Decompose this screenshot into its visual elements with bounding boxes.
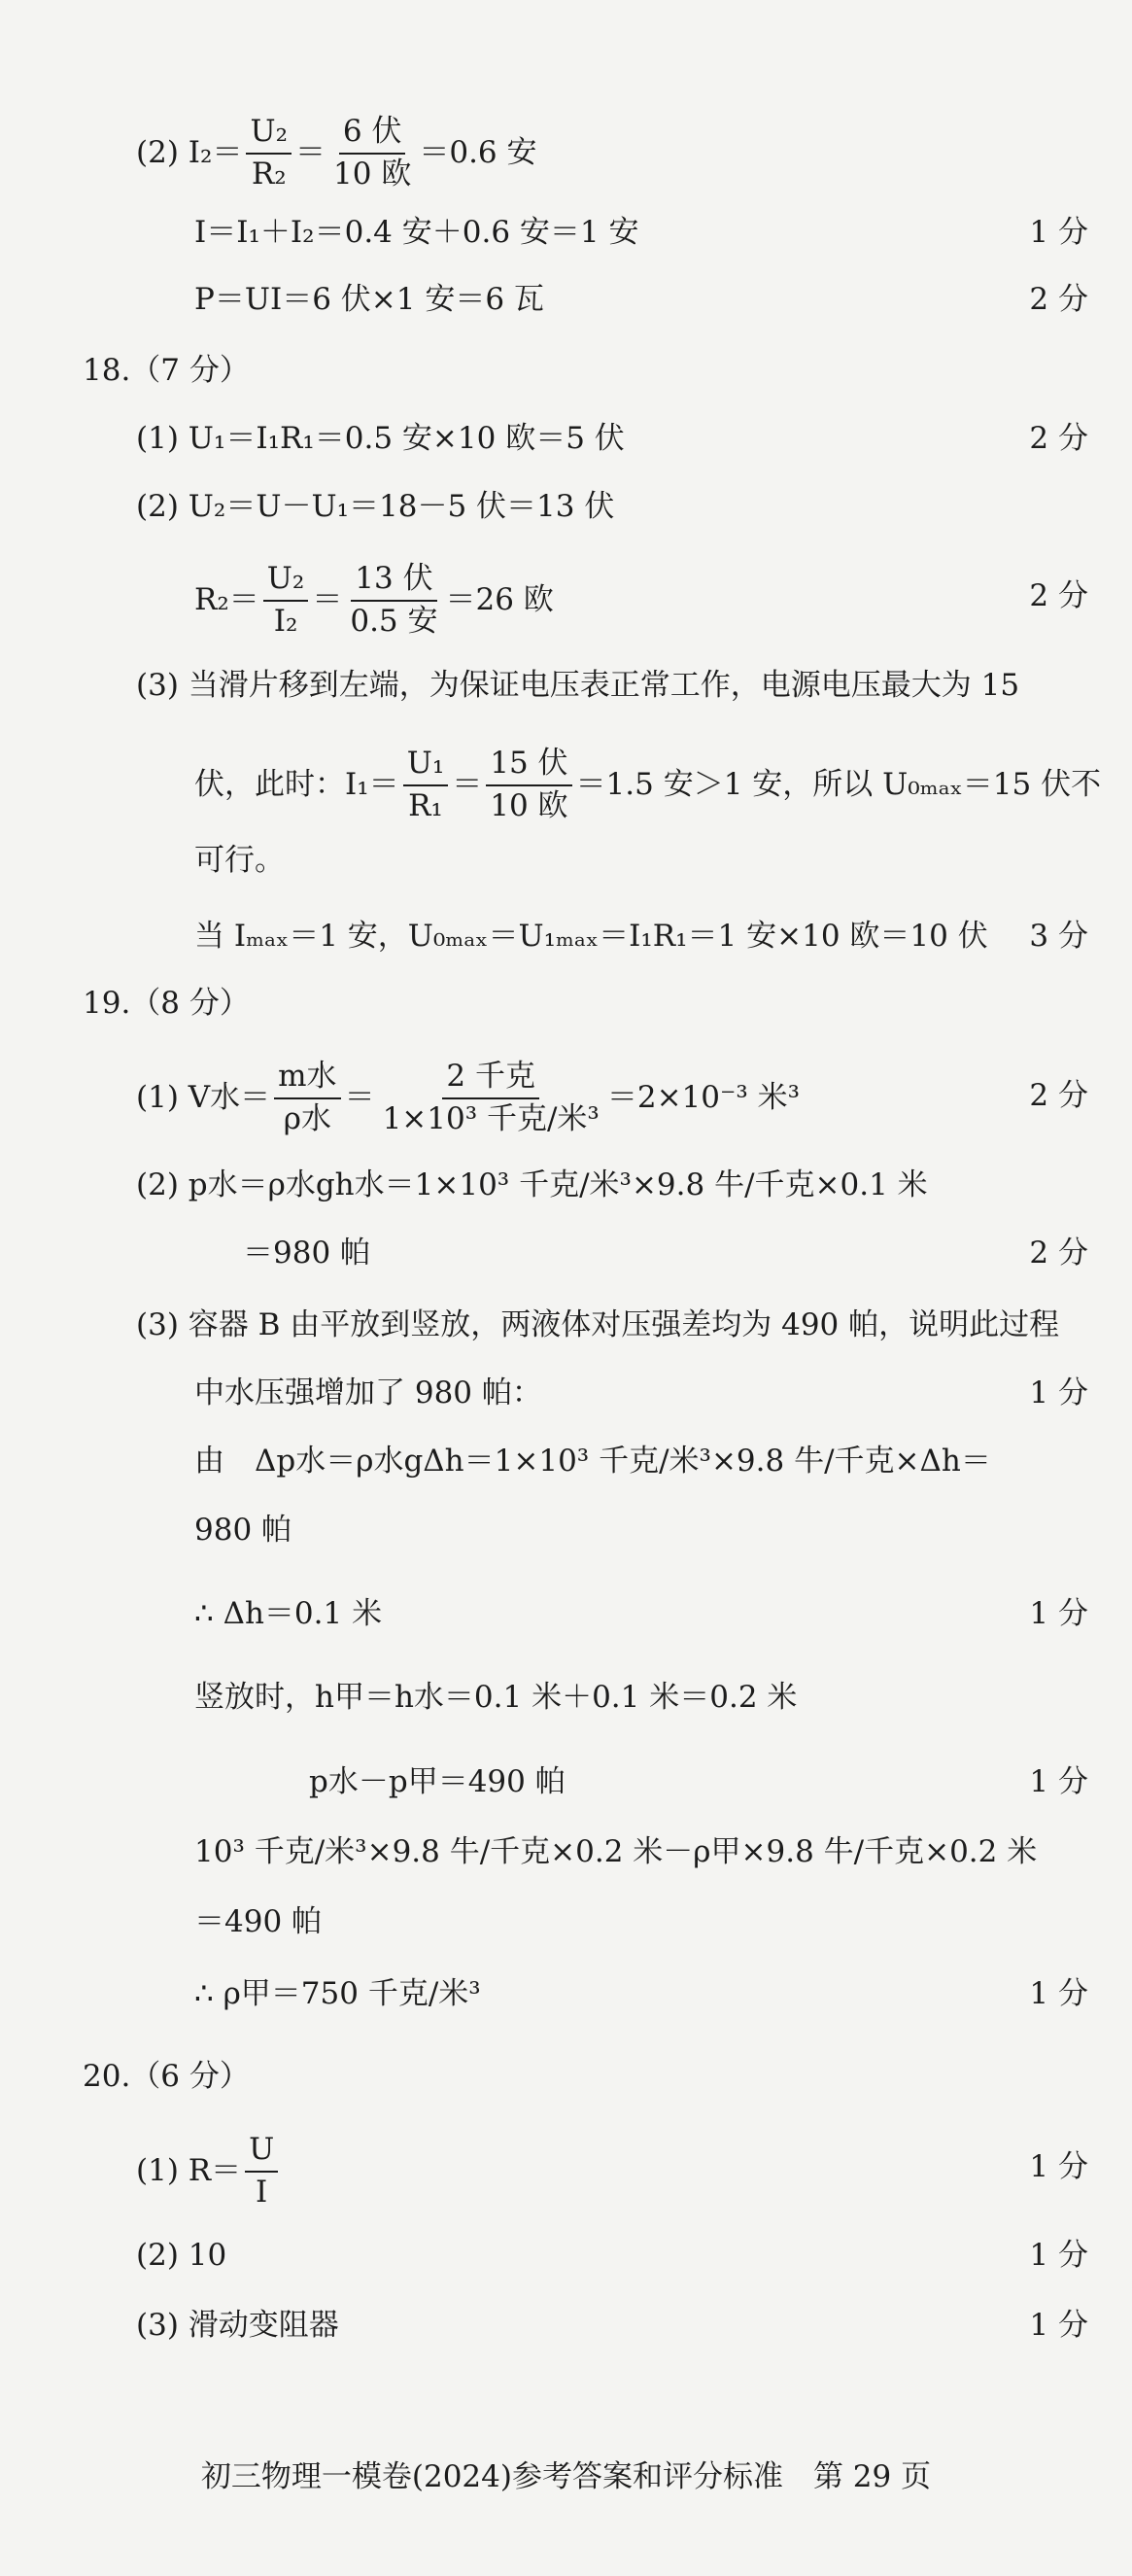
q19-line-7 bbox=[194, 1515, 292, 1546]
q19-line-6 bbox=[194, 1446, 991, 1477]
item-number: (2) bbox=[136, 135, 179, 171]
equals-sign: ＝ bbox=[344, 1080, 375, 1116]
line-text-pre: (1) V水＝ bbox=[136, 1080, 271, 1116]
fraction bbox=[246, 115, 292, 191]
q19-line-1 bbox=[136, 1060, 800, 1136]
score-label: 1 分 bbox=[1029, 1764, 1088, 1799]
q18-line-2 bbox=[136, 489, 615, 524]
score-label: 1 分 bbox=[1029, 215, 1088, 250]
score-label: 1 分 bbox=[1029, 1596, 1088, 1631]
question-header: 19.（8 分） bbox=[83, 986, 250, 1021]
fraction-denominator: I₂ bbox=[273, 603, 298, 639]
q20-line-1 bbox=[136, 2133, 282, 2210]
fraction bbox=[245, 2133, 278, 2210]
fraction-numerator: 2 千克 bbox=[442, 1060, 539, 1099]
q19-line-12 bbox=[194, 1904, 323, 1939]
fraction-denominator: 10 欧 bbox=[490, 787, 568, 823]
line-text: 中水压强增加了 980 帕： bbox=[194, 1375, 542, 1410]
page-footer: 初三物理一模卷(2024)参考答案和评分标准 第 29 页 bbox=[200, 2459, 932, 2494]
q18-line-3 bbox=[194, 562, 554, 639]
line-text: (2) U₂＝U－U₁＝18－5 伏＝13 伏 bbox=[136, 489, 615, 524]
equals-sign: ＝ bbox=[295, 135, 326, 171]
q18-line-7 bbox=[194, 919, 988, 954]
line-text: 由 Δp水＝ρ水gΔh＝1×10³ 千克/米³×9.8 牛/千克×Δh＝ bbox=[194, 1444, 991, 1479]
score-label: 1 分 bbox=[1029, 1375, 1088, 1410]
formula-rhs: ＝0.6 安 bbox=[419, 135, 537, 171]
line-text: (3) 滑动变阻器 bbox=[136, 2308, 339, 2343]
equals-sign: ＝ bbox=[312, 582, 343, 618]
fraction-numerator: m水 bbox=[274, 1060, 340, 1099]
line-text-pre: (1) R＝ bbox=[136, 2153, 242, 2189]
formula-lhs: R₂＝ bbox=[194, 582, 259, 618]
fraction-numerator: 6 伏 bbox=[339, 115, 406, 155]
q18-line-4 bbox=[136, 668, 1020, 703]
q18-line-5 bbox=[194, 747, 1101, 823]
score-label: 2 分 bbox=[1029, 1078, 1088, 1113]
q17-line-current2 bbox=[136, 115, 537, 191]
q19-line-5 bbox=[194, 1375, 542, 1410]
fraction-denominator: R₁ bbox=[408, 787, 443, 823]
line-text-post: ＝2×10⁻³ 米³ bbox=[606, 1080, 801, 1116]
q19-line-2 bbox=[136, 1167, 928, 1202]
line-text: 当 Iₘₐₓ＝1 安，U₀ₘₐₓ＝U₁ₘₐₓ＝I₁R₁＝1 安×10 欧＝10 伏 bbox=[194, 919, 988, 954]
q18-header bbox=[83, 353, 250, 388]
score-label: 2 分 bbox=[1029, 1236, 1088, 1271]
q18-line-1 bbox=[136, 421, 625, 456]
q19-line-10 bbox=[309, 1764, 566, 1799]
line-text: ∴ ρ甲＝750 千克/米³ bbox=[194, 1976, 481, 2011]
fraction-numerator: 13 伏 bbox=[351, 562, 436, 602]
q19-line-4 bbox=[136, 1307, 1060, 1342]
line-text-pre: 伏，此时：I₁＝ bbox=[194, 767, 399, 803]
line-text: ＝980 帕 bbox=[243, 1236, 371, 1271]
equals-sign: ＝ bbox=[452, 767, 483, 803]
formula-rhs: ＝26 欧 bbox=[445, 582, 554, 618]
question-header: 20.（6 分） bbox=[83, 2059, 250, 2094]
score-label: 1 分 bbox=[1029, 2308, 1088, 2343]
fraction-denominator: 10 欧 bbox=[333, 156, 412, 191]
q19-line-3 bbox=[243, 1238, 370, 1269]
fraction-numerator: U₁ bbox=[403, 747, 449, 786]
fraction bbox=[346, 562, 441, 639]
line-text: (3) 容器 B 由平放到竖放，两液体对压强差均为 490 帕，说明此过程 bbox=[136, 1307, 1060, 1342]
fraction-numerator: U bbox=[245, 2133, 278, 2173]
score-label: 3 分 bbox=[1029, 919, 1088, 954]
q19-line-11 bbox=[194, 1834, 1038, 1869]
fraction bbox=[263, 562, 309, 639]
question-header: 18.（7 分） bbox=[83, 353, 250, 388]
score-label: 2 分 bbox=[1029, 421, 1088, 456]
q17-line-total-current bbox=[194, 215, 639, 250]
line-text: (2) p水＝ρ水gh水＝1×10³ 千克/米³×9.8 牛/千克×0.1 米 bbox=[136, 1167, 928, 1202]
line-text: p水－p甲＝490 帕 bbox=[309, 1764, 566, 1799]
fraction bbox=[486, 747, 571, 823]
q18-line-6 bbox=[194, 843, 285, 878]
fraction bbox=[379, 1060, 603, 1136]
score-label: 1 分 bbox=[1029, 2149, 1088, 2184]
formula-lhs: I₂＝ bbox=[188, 135, 243, 171]
line-text: ＝490 帕 bbox=[194, 1904, 323, 1939]
q19-header bbox=[83, 986, 250, 1021]
q19-line-13 bbox=[194, 1976, 481, 2011]
score-label: 2 分 bbox=[1029, 578, 1088, 613]
line-text: 竖放时，h甲＝h水＝0.1 米＋0.1 米＝0.2 米 bbox=[194, 1680, 798, 1715]
fraction bbox=[329, 115, 415, 191]
q19-line-9 bbox=[194, 1680, 798, 1715]
fraction-denominator: 0.5 安 bbox=[350, 603, 438, 639]
fraction-denominator: ρ水 bbox=[283, 1100, 331, 1136]
line-text: P＝UI＝6 伏×1 安＝6 瓦 bbox=[194, 282, 544, 317]
fraction-denominator: I bbox=[256, 2174, 268, 2210]
line-text: 可行。 bbox=[194, 843, 285, 878]
fraction bbox=[274, 1060, 340, 1136]
q17-line-power bbox=[194, 282, 544, 317]
line-text-post: ＝1.5 安＞1 安，所以 U₀ₘₐₓ＝15 伏不 bbox=[575, 767, 1102, 803]
score-label: 1 分 bbox=[1029, 2238, 1088, 2273]
line-text: 10³ 千克/米³×9.8 牛/千克×0.2 米－ρ甲×9.8 牛/千克×0.2 米 bbox=[194, 1834, 1038, 1869]
fraction-numerator: 15 伏 bbox=[486, 747, 571, 786]
line-text: (3) 当滑片移到左端，为保证电压表正常工作，电源电压最大为 15 bbox=[136, 668, 1020, 703]
fraction bbox=[403, 747, 449, 823]
fraction-denominator: R₂ bbox=[251, 156, 287, 191]
fraction-denominator: 1×10³ 千克/米³ bbox=[382, 1100, 600, 1136]
line-text: ∴ Δh＝0.1 米 bbox=[194, 1596, 383, 1631]
line-text: I＝I₁＋I₂＝0.4 安＋0.6 安＝1 安 bbox=[194, 215, 639, 250]
q20-line-3 bbox=[136, 2308, 339, 2343]
fraction-numerator: U₂ bbox=[263, 562, 309, 602]
fraction-numerator: U₂ bbox=[246, 115, 292, 155]
q19-line-8 bbox=[194, 1596, 383, 1631]
line-text: (1) U₁＝I₁R₁＝0.5 安×10 欧＝5 伏 bbox=[136, 421, 625, 456]
q20-line-2 bbox=[136, 2238, 227, 2273]
q20-header bbox=[83, 2059, 250, 2094]
score-label: 2 分 bbox=[1029, 282, 1088, 317]
score-label: 1 分 bbox=[1029, 1976, 1088, 2011]
line-text: 980 帕 bbox=[194, 1513, 292, 1548]
line-text: (2) 10 bbox=[136, 2238, 227, 2273]
